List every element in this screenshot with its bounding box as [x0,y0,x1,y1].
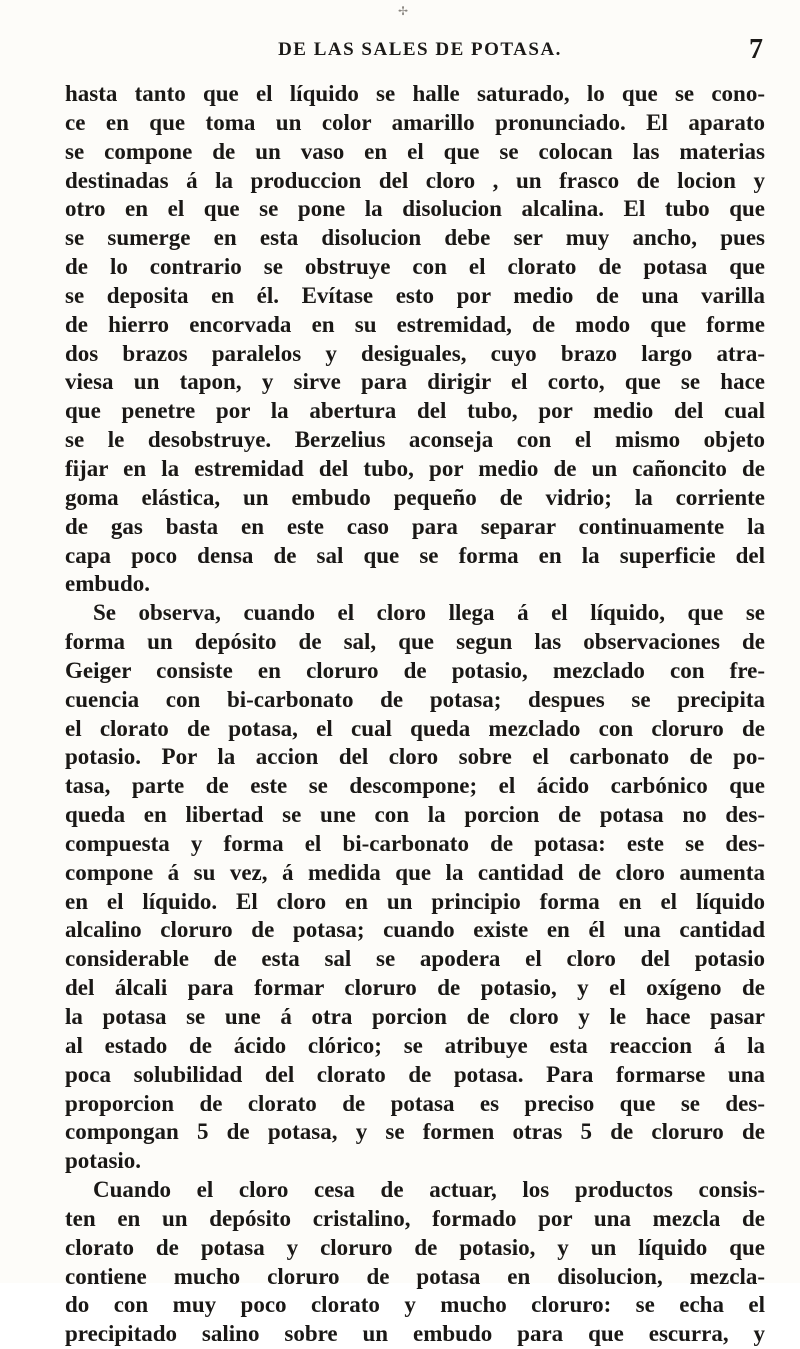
text-line: potasio. Por la accion del cloro sobre el carbonato de po- [65,744,765,770]
text-line: hasta tanto que el líquido se halle saturado, lo que se cono- [65,81,765,106]
text-line: goma elástica, un embudo pequeño de vidrio; la corriente [65,484,765,510]
text-line: compongan 5 de potasa, y se formen otras 5 de cloruro de [65,1119,765,1145]
text-line: compone á su vez, á medida que la cantidad de cloro aumenta [65,859,765,885]
page-number: 7 [749,34,763,65]
text-line: del álcali para formar cloruro de potasio, y el oxígeno de [65,975,765,1001]
text-line: tasa, parte de este se descompone; el ácido carbónico que [65,773,765,799]
text-line: poca solubilidad del clorato de potasa. Para formarse una [65,1061,765,1087]
text-line: do con muy poco clorato y mucho cloruro: se echa el [65,1292,765,1318]
text-line: otro en el que se pone la disolucion alcalina. El tubo que [65,196,765,222]
text-line: de lo contrario se obstruye con el clorato de potasa que [65,254,765,280]
text-line: en el líquido. El cloro en un principio forma en el líquido [65,888,765,914]
text-line: Cuando el cloro cesa de actuar, los productos consis- [93,1177,765,1203]
text-line: potasio. [65,1148,142,1174]
text-line: forma un depósito de sal, que segun las observaciones de [65,629,765,655]
page-mark-icon: ✢ [397,4,409,18]
text-line: Se observa, cuando el cloro llega á el líquido, que se [93,600,765,626]
text-line: la potasa se une á otra porcion de cloro y le hace pasar [65,1004,765,1029]
text-line: contiene mucho cloruro de potasa en disolucion, mezcla- [65,1263,765,1289]
text-line: se deposita en él. Evítase esto por medio de una varilla [65,282,765,308]
text-line: viesa un tapon, y sirve para dirigir el corto, que se hace [65,369,765,395]
text-line: se le desobstruye. Berzelius aconseja con el mismo objeto [65,427,765,453]
text-line: embudo. [65,571,150,597]
text-line: que penetre por la abertura del tubo, por medio del cual [65,398,765,424]
running-head [75,34,765,66]
text-line: de gas basta en este caso para separar continuamente la [65,513,765,539]
text-line: capa poco densa de sal que se forma en la superficie del [65,542,765,568]
text-line: ce en que toma un color amarillo pronunciado. El aparato [65,109,765,135]
text-line: destinadas á la produccion del cloro , un frasco de locion y [65,167,765,193]
text-line: se sumerge en esta disolucion debe ser muy ancho, pues [65,225,765,251]
running-title: DE LAS SALES DE POTASA. [278,39,562,60]
text-line: Geiger consiste en cloruro de potasio, mezclado con fre- [65,657,765,683]
text-line: de hierro encorvada en su estremidad, de modo que forme [65,311,765,337]
text-line: proporcion de clorato de potasa es preciso que se des- [65,1090,765,1116]
text-line: precipitado salino sobre un embudo para que escurra, y [65,1321,765,1347]
text-line: clorato de potasa y cloruro de potasio, y un líquido que [65,1234,765,1260]
text-line: fijar en la estremidad del tubo, por medio de un cañoncito de [65,455,765,481]
text-line: cuencia con bi-carbonato de potasa; despues se precipita [65,686,765,712]
text-line: alcalino cloruro de potasa; cuando existe en él una cantidad [65,917,765,943]
text-line: ten en un depósito cristalino, formado por una mezcla de [65,1205,765,1231]
text-line: el clorato de potasa, el cual queda mezclado con cloruro de [65,715,765,741]
text-line: dos brazos paralelos y desiguales, cuyo brazo largo atra- [65,340,765,366]
text-line: compuesta y forma el bi-carbonato de potasa: este se des- [65,830,765,856]
text-line: considerable de esta sal se apodera el cloro del potasio [65,946,765,972]
body-text [65,80,765,1349]
text-line: se compone de un vaso en el que se colocan las materias [65,138,765,164]
text-line: queda en libertad se une con la porcion de potasa no des- [65,802,765,828]
text-line: al estado de ácido clórico; se atribuye esta reaccion á la [65,1032,765,1058]
